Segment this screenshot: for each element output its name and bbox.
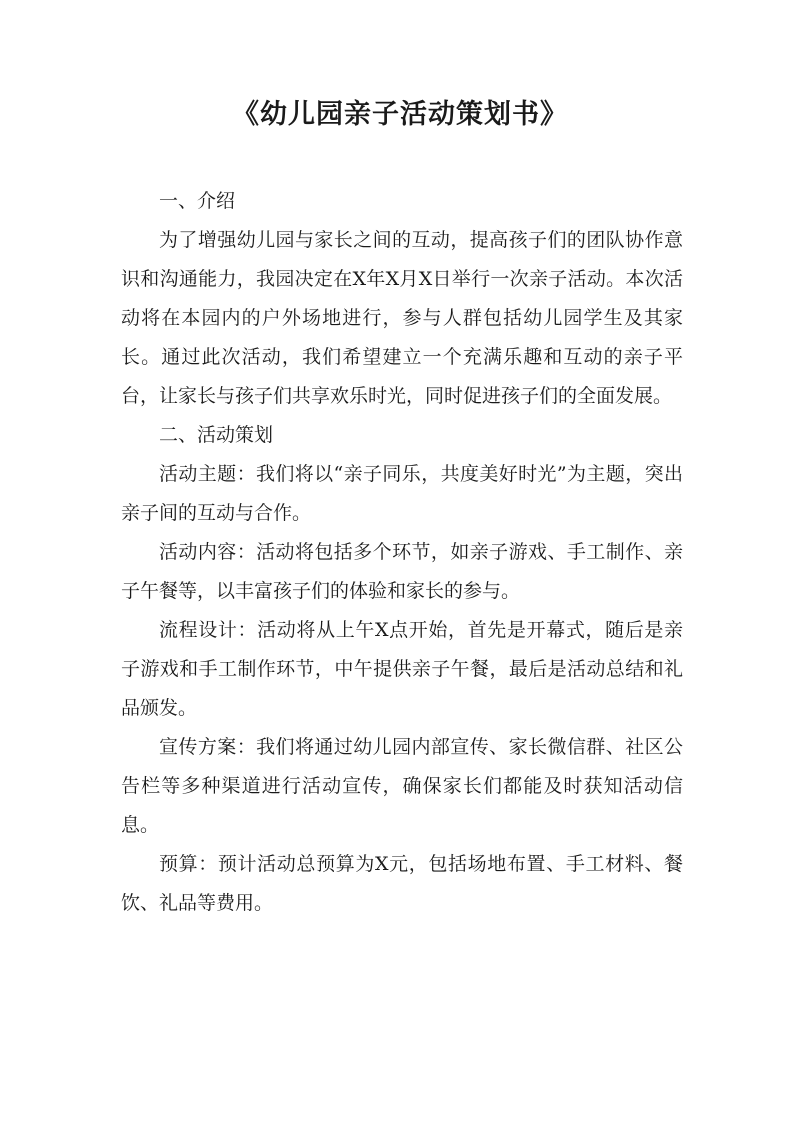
- paragraph-activity-theme: 活动主题：我们将以“亲子同乐，共度美好时光”为主题，突出亲子间的互动与合作。: [121, 463, 683, 524]
- paragraph-budget: 预算：预计活动总预算为X元，包括场地布置、手工材料、餐饮、礼品等费用。: [121, 853, 683, 914]
- paragraph-introduction: 为了增强幼儿园与家长之间的互动，提高孩子们的团队协作意识和沟通能力，我园决定在X年X月X日举行一次亲子活动。本次活动将在本园内的户外场地进行，参与人群包括幼儿园学生及其家长。通过此次活动，我们希望建立一个充满乐趣和互动的亲子平台，让家长与孩子们共享欢乐时光，同时促进孩子们的全面发展。: [121, 229, 683, 407]
- paragraph-publicity-plan: 宣传方案：我们将通过幼儿园内部宣传、家长微信群、社区公告栏等多种渠道进行活动宣传，确保家长们都能及时获知活动信息。: [121, 736, 683, 836]
- document-title: 《幼儿园亲子活动策划书》: [232, 99, 568, 130]
- document-body: [121, 182, 683, 923]
- paragraph-process-design: 流程设计：活动将从上午X点开始，首先是开幕式，随后是亲子游戏和手工制作环节，中午提供亲子午餐，最后是活动总结和礼品颁发。: [121, 619, 683, 719]
- section-heading-activity-plan: 二、活动策划: [159, 424, 274, 446]
- paragraph-activity-content: 活动内容：活动将包括多个环节，如亲子游戏、手工制作、亲子午餐等，以丰富孩子们的体验和家长的参与。: [121, 541, 683, 602]
- section-heading-introduction: 一、介绍: [159, 190, 236, 212]
